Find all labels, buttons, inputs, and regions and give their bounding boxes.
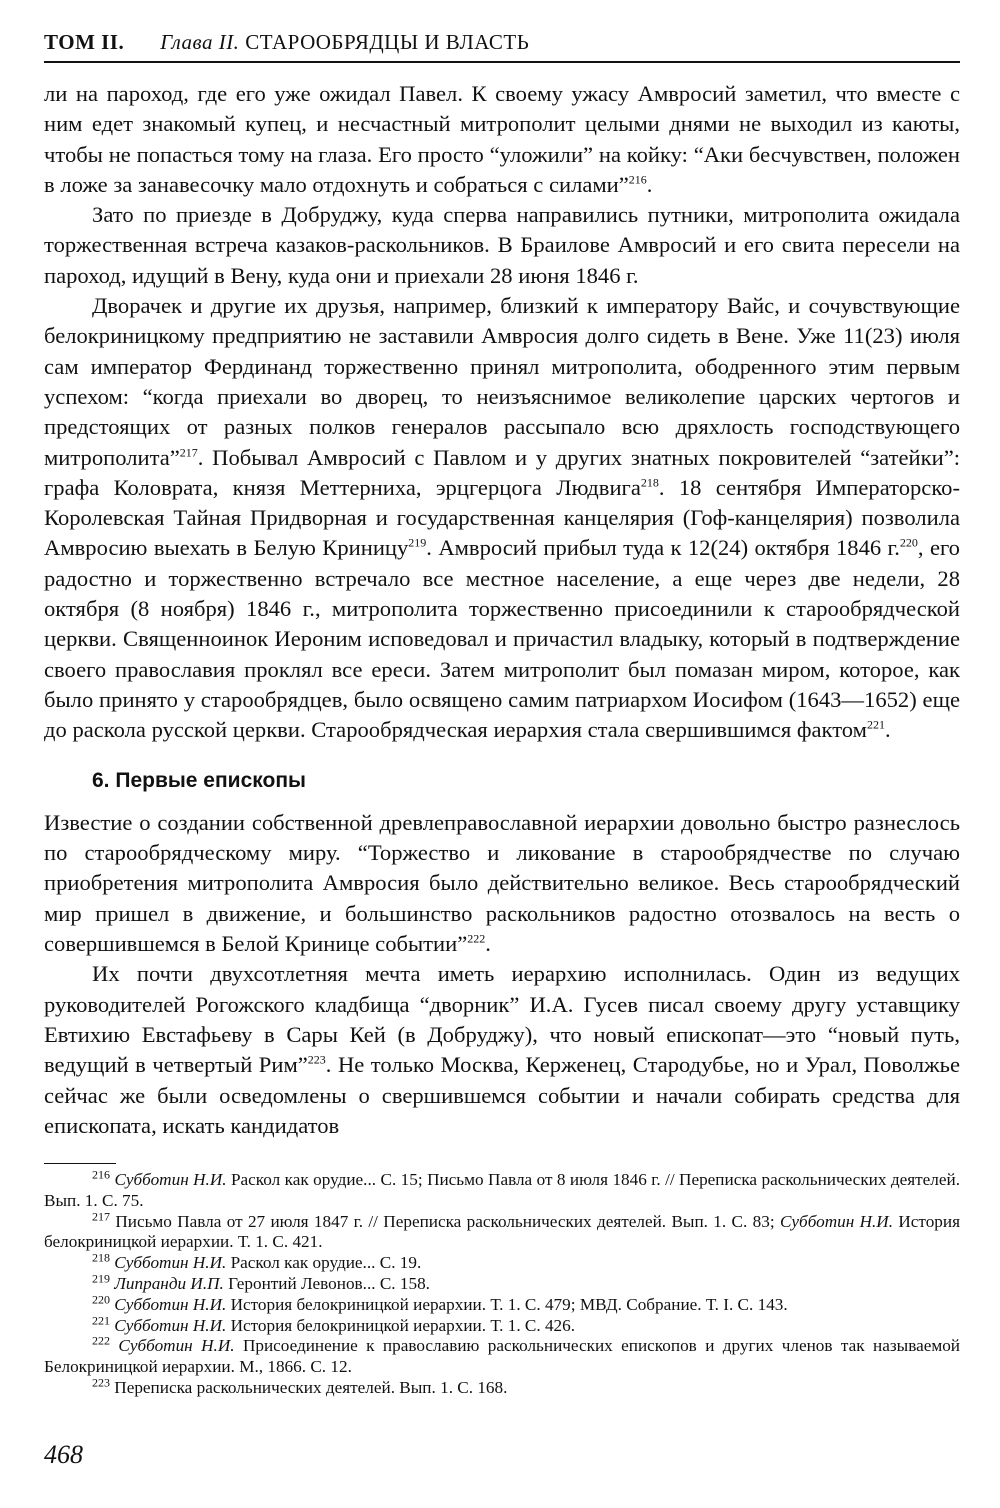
- paragraph: Дворачек и другие их друзья, например, близкий к императору Вайс, и сочувствующие белокриницкому предприятию не заставили Амвросия долго сидеть в Вене. Уже 11(23) июля сам император Фердинанд торжественно принял митрополита, ободренного этим первым успехом: “когда приехали во дворец, то неизъяснимое великолепие царских чертогов и предстоящих от разных полков генералов рассыпало всю дряхлость господствующего митрополита”$^{217}$. Побывал Амвросий с Павлом и у других знатных покровителей “затейки”: графа Коловрата, князя Меттерниха, эрцгерцога Людвига$^{218}$. 18 сентября Императорско-Королевская Тайная Придворная и государственная канцелярия (Гоф-канцелярия) позволила Амвросию выехать в Белую Криницу$^{219}$. Амвросий прибыл туда к 12(24) октября 1846 г.$^{220}$, его радостно и торжественно встречало все местное население, а еще через две недели, 28 октября (8 ноября) 1846 г., митрополита торжественно присоединили к старообрядческой церкви. Священноинок Иероним исповедовал и причастил владыку, который в подтверждение своего православия проклял все ереси. Затем митрополит был помазан миром, которое, как было принято у старообрядцев, было освящено самим патриархом Иосифом (1643—1652) еще до раскола русской церкви. Старообрядческая иерархия стала свершившимся фактом$^{221}$.: [44, 293, 960, 743]
- paragraph: Известие о создании собственной древлеправославной иерархии довольно быстро разнеслось по старообрядческому миру. “Торжество и ликование в старообрядчестве по случаю приобретения митрополита Амвросия было действительно великое. Весь старообрядческий мир пришел в движение, и большинство раскольников радостно отозвалось на весть о совершившемся в Белой Кринице событии”$^{222}$.: [44, 809, 960, 957]
- volume-label: ТОМ II.: [44, 30, 125, 54]
- footnote-ref: 223: [307, 1052, 326, 1067]
- section-heading: 6. Первые епископы: [92, 768, 306, 792]
- footnote-ref: 217: [179, 445, 198, 460]
- chapter-heading: [160, 30, 529, 55]
- paragraph: Их почти двухсотлетняя мечта иметь иерархию исполнилась. Один из ведущих руководителей Рогожского кладбища “дворник” И.А. Гусев писал своему другу уставщику Евтихию Евстафьеву в Сары Кей (в Добруджу), что новый епископат—это “новый путь, ведущий в четвертый Рим”$^{223}$. Не только Москва, Керженец, Стародубье, но и Урал, Поволжье сейчас же были осведомлены о свершившемся событии и начали собирать средства для епископата, искать кандидатов: [44, 961, 960, 1138]
- footnote: $^{220}$ Субботин Н.И. История белокриницкой иерархии. Т. 1. С. 479; МВД. Собрание. Т. I. С. 143.: [92, 1292, 788, 1314]
- footnote: $^{218}$ Субботин Н.И. Раскол как орудие... С. 19.: [92, 1250, 422, 1273]
- paragraph: ли на пароход, где его уже ожидал Павел. К своему ужасу Амвросий заметил, что вместе с ним едет знакомый купец, и несчастный митрополит целыми днями не выходил из каюты, чтобы не попасться тому на глаза. Его просто “уложили” на койку: “Аки бесчувствен, положен в ложе за занавесочку мало отдохнуть и собраться с силами”$^{216}$.: [44, 81, 960, 197]
- chapter-label: Глава II.: [160, 30, 240, 54]
- chapter-title: СТАРООБРЯДЦЫ И ВЛАСТЬ: [245, 30, 530, 54]
- footnote: $^{223}$ Переписка раскольнических деятелей. Вып. 1. С. 168.: [92, 1375, 508, 1398]
- footnotes: [44, 1167, 961, 1399]
- footnote: $^{222}$ Субботин Н.И. Присоединение к православию раскольнических епископов и других членов так называемой Белокриницкой иерархии. М., 1866. С. 12.: [44, 1333, 961, 1377]
- footnote-ref: 219: [408, 535, 427, 550]
- footnote: $^{216}$ Субботин Н.И. Раскол как орудие... С. 15; Письмо Павла от 8 июля 1846 г. // Переписка раскольнических деятелей. Вып. 1. С. 75.: [44, 1167, 960, 1210]
- footnote: $^{221}$ Субботин Н.И. История белокриницкой иерархии. Т. 1. С. 426.: [92, 1312, 576, 1335]
- page-number: 468: [44, 1440, 83, 1469]
- footnote-ref: 218: [640, 475, 659, 490]
- footnote: $^{219}$ Липранди И.П. Геронтий Левонов... С. 158.: [92, 1271, 430, 1294]
- footnote-ref: 222: [467, 931, 486, 946]
- main-text: [44, 79, 960, 1141]
- footnote-ref: 221: [866, 717, 885, 732]
- footnote-ref: 216: [628, 172, 647, 187]
- footnote: $^{217}$ Письмо Павла от 27 июля 1847 г. // Переписка раскольнических деятелей. Вып. 1. С. 83; Субботин Н.И. История белокриницкой иерархии. Т. 1. С. 421.: [44, 1208, 960, 1252]
- paragraph: Зато по приезде в Добруджу, куда сперва направились путники, митрополита ожидала торжественная встреча казаков-раскольников. В Браилове Амвросий и его свита пересели на пароход, идущий в Вену, куда они и приехали 28 июня 1846 г.: [44, 202, 960, 288]
- running-head: [44, 30, 960, 63]
- footnote-ref: 220: [899, 535, 918, 550]
- footnote-divider: [44, 1163, 116, 1164]
